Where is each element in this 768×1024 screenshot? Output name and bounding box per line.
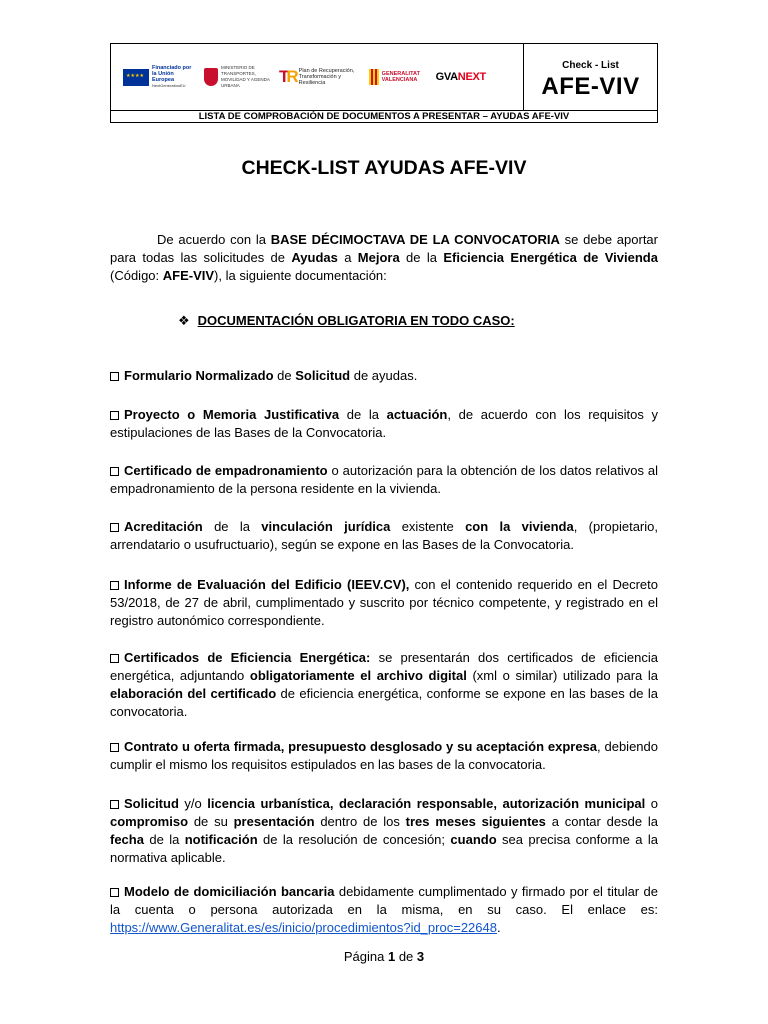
gvanext-text-b: NEXT (457, 71, 486, 83)
checklist-item-solicitud: Formulario Normalizado de Solicitud de ayudas. (110, 367, 658, 385)
page-footer: Página 1 de 3 (343, 949, 425, 964)
eu-logo-subtext: NextGenerationEU (152, 83, 186, 88)
checklist-item-acreditacion: Acreditación de la vinculación jurídica existente con la vivienda, (propietario, arrendatario o usufructuario), según se expone en las Bases de la Convocatoria. (110, 519, 658, 552)
checkbox-icon[interactable] (110, 467, 119, 476)
ministry-logo-text: MINISTERIO DE TRANSPORTES, MOVILIDAD Y AGENDA URBANA (221, 65, 270, 88)
checklist-item-contrato: Contrato u oferta firmada, presupuesto desglosado y su aceptación expresa, debiendo cumplir el mismo los requisitos estipulados en las bases de la convocatoria. (110, 739, 658, 772)
ministry-logo (204, 65, 271, 89)
procedure-link[interactable]: https://www.Generalitat.es/es/inicio/procedimientos?id_proc=22648 (110, 920, 497, 935)
checkbox-icon[interactable] (110, 581, 119, 590)
intro-paragraph: De acuerdo con la BASE DÉCIMOCTAVA DE LA CONVOCATORIA se debe aportar para todas las solicitudes de Ayudas a Mejora de la Eficiencia Energética de Vivienda (Código: AFE-VIV), la siguiente documentación: (110, 232, 658, 283)
checkbox-icon[interactable] (110, 523, 119, 532)
eu-logo-text: Financiado por la Unión Europea (152, 65, 192, 83)
header-table (110, 43, 658, 123)
checkbox-icon[interactable] (110, 888, 119, 897)
checklist-item-empadronamiento: Certificado de empadronamiento o autorización para la obtención de los datos relativos al empadronamiento de la persona residente en la vivienda. (110, 463, 658, 496)
plan-logo-text: Plan de Recuperación, Transformación y Resiliencia (298, 68, 355, 86)
logos-cell (111, 44, 524, 111)
checkbox-icon[interactable] (110, 372, 119, 381)
generalitat-logo-text: GENERALITAT VALENCIANA (381, 71, 420, 83)
checklist-item-ieev: Informe de Evaluación del Edificio (IEEV.CV), con el contenido requerido en el Decreto 53/2018, de 27 de abril, cumplimentado y suscrito por técnico competente, y registrado en el registro autonómico correspondiente. (110, 577, 659, 628)
title-cell (524, 44, 657, 111)
section-heading (178, 313, 515, 329)
checklist-item-domiciliacion: Modelo de domiciliación bancaria debidamente cumplimentado y firmado por el titular de la cuenta o persona autorizada en la misma, en su caso. El enlace es: https://www.Generalitat.es/es/inicio/procedimientos?id_proc=22648. (110, 884, 659, 935)
current-page-number: 1 (387, 949, 396, 964)
generalitat-shield-icon (369, 69, 379, 85)
gvanext-logo (435, 71, 486, 83)
gvanext-text-a: GVA (435, 71, 458, 83)
tr-logo-icon: TR (279, 67, 296, 86)
section-heading-text: DOCUMENTACIÓN OBLIGATORIA EN TODO CASO: (197, 313, 515, 328)
check-list-label: Check - List (562, 60, 619, 71)
checklist-item-licencia: Solicitud y/o licencia urbanística, declaración responsable, autorización municipal o compromiso de su presentación dentro de los tres meses siguientes a contar desde la fecha de la notificación de la resolución de concesión; cuando sea precisa conforme a la normativa aplicable. (110, 796, 658, 865)
checkbox-icon[interactable] (110, 411, 119, 420)
spain-shield-icon (204, 68, 218, 86)
eu-flag-icon (123, 69, 149, 86)
checkbox-icon[interactable] (110, 800, 119, 809)
program-code: AFE-VIV (541, 73, 640, 100)
checklist-item-certificados: Certificados de Eficiencia Energética: se presentarán dos certificados de eficiencia energética, adjuntando obligatoriamente el archivo digital (xml o similar) utilizado para la elaboración del certificado de eficiencia energética, conforme se expone en las bases de la convocatoria. (110, 650, 658, 719)
plan-logo (279, 68, 361, 86)
generalitat-logo (369, 69, 428, 85)
checkbox-icon[interactable] (110, 654, 119, 663)
diamond-bullet-icon: ❖ (178, 313, 190, 328)
document-title: CHECK-LIST AYUDAS AFE-VIV (241, 157, 527, 179)
total-pages-number: 3 (416, 949, 425, 964)
eu-logo (123, 65, 196, 89)
header-subtitle: LISTA DE COMPROBACIÓN DE DOCUMENTOS A PRESENTAR – AYUDAS AFE-VIV (198, 111, 570, 122)
checkbox-icon[interactable] (110, 743, 119, 752)
checklist-item-proyecto: Proyecto o Memoria Justificativa de la actuación, de acuerdo con los requisitos y estipulaciones de las Bases de la Convocatoria. (110, 407, 658, 440)
